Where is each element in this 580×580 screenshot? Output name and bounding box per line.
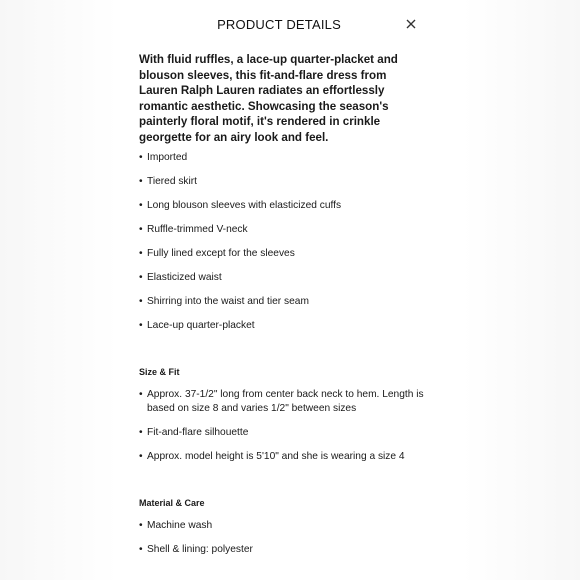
features-list: [139, 151, 431, 343]
size-fit-heading: Size & Fit: [139, 367, 180, 377]
material-care-list: [139, 519, 431, 567]
product-description: With fluid ruffles, a lace-up quarter-placket and blouson sleeves, this fit-and-flare dress from Lauren Ralph Lauren radiates an effortlessly romantic aesthetic. Showcasing the season's painterly floral motif, it's rendered in crinkle georgette for an airy look and feel.: [139, 53, 398, 144]
list-item: • Long blouson sleeves with elasticized cuffs: [139, 200, 342, 211]
bullet: •: [139, 544, 143, 555]
list-item: • Fit-and-flare silhouette: [139, 427, 249, 438]
list-item: • Approx. model height is 5'10" and she is wearing a size 4: [139, 451, 405, 462]
material-care-heading: Material & Care: [139, 498, 205, 508]
close-icon: [402, 15, 420, 33]
bullet: •: [139, 296, 143, 307]
bullet: •: [139, 176, 143, 187]
bullet: •: [139, 389, 143, 400]
bullet: •: [139, 224, 143, 235]
bullet: •: [139, 427, 143, 438]
bullet: •: [139, 152, 143, 163]
close-button[interactable]: [402, 15, 420, 33]
list-item: • Imported: [139, 152, 188, 163]
list-item: • Lace-up quarter-placket: [139, 320, 255, 331]
bullet: •: [139, 520, 143, 531]
product-details-panel: [124, 0, 434, 580]
list-item: • Ruffle-trimmed V-neck: [139, 224, 248, 235]
bullet: •: [139, 272, 143, 283]
panel-title: PRODUCT DETAILS: [217, 17, 341, 32]
list-item: • Shirring into the waist and tier seam: [139, 296, 309, 307]
list-item: • Elasticized waist: [139, 272, 222, 283]
list-item: • Shell & lining: polyester: [139, 544, 253, 555]
size-fit-list: [139, 388, 431, 474]
list-item: • Tiered skirt: [139, 176, 198, 187]
bullet: •: [139, 200, 143, 211]
list-item: • Approx. 37-1/2" long from center back neck to hem. Length is based on size 8 and varies 1/2" between sizes: [139, 389, 424, 414]
bullet: •: [139, 451, 143, 462]
bullet: •: [139, 320, 143, 331]
list-item: • Machine wash: [139, 520, 213, 531]
bullet: •: [139, 248, 143, 259]
panel-header: [124, 15, 434, 39]
list-item: • Fully lined except for the sleeves: [139, 248, 295, 259]
